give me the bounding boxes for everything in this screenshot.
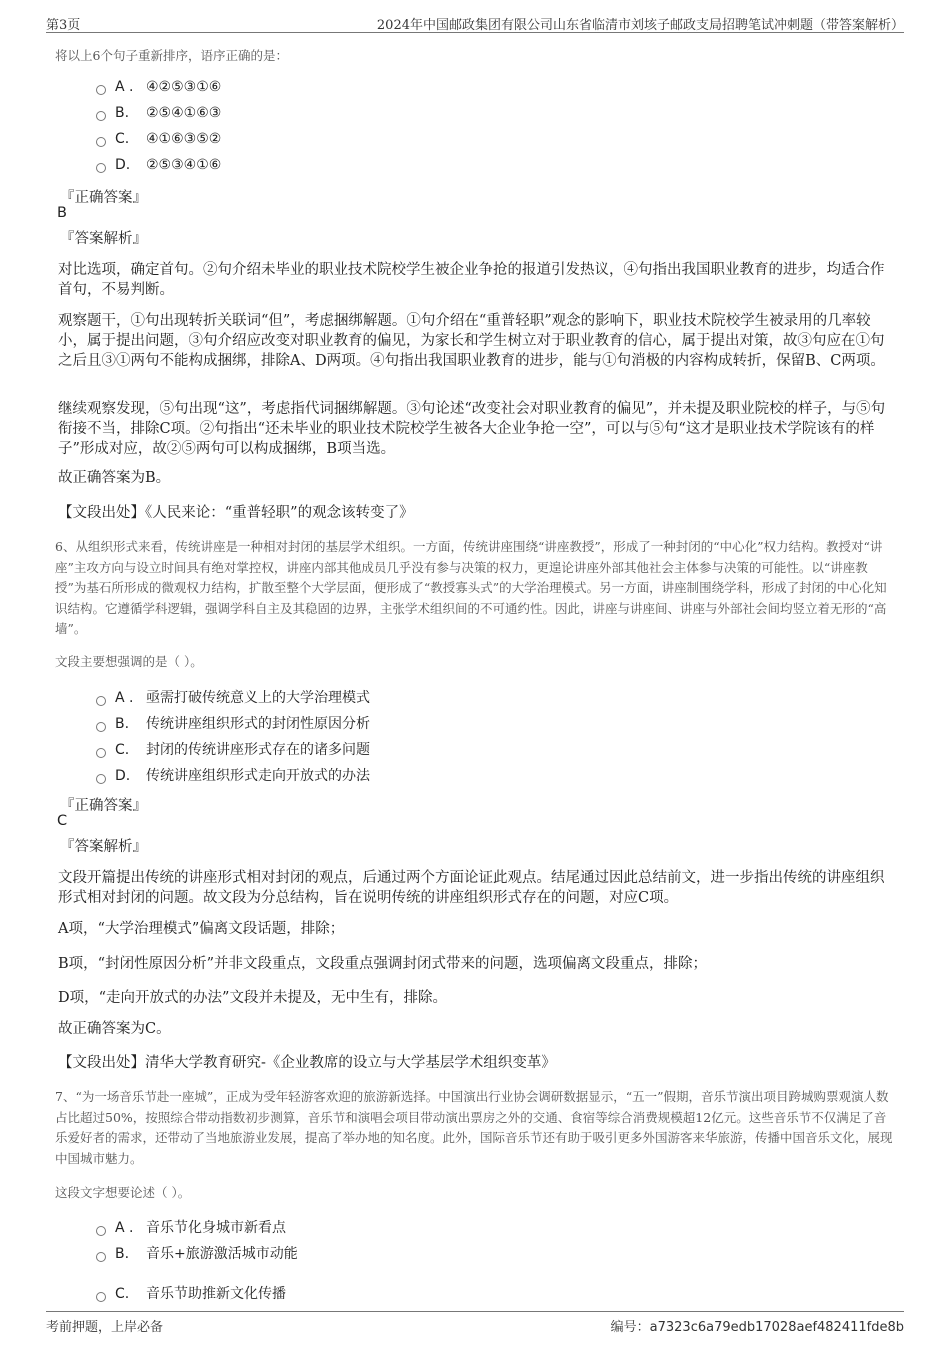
document-title: 2024年中国邮政集团有限公司山东省临清市刘垓子邮政支局招聘笔试冲刺题（带答案解析） xyxy=(376,18,904,33)
q5-analysis-p3: 继续观察发现，⑤句出现“这”，考虑指代词捆绑解题。③句论述“改变社会对职业教育的偏见”，并未提及职业院校的样子，与⑤句衔接不当，排除C项。②句指出“还未毕业的职业技术院校学生被各大企业争抢一空”，可以与⑤句“这才是职业技术学院该有的样子”形成对应，故②⑤两句可以构成捆绑，B项当选。 xyxy=(58,401,886,457)
radio-button-icon[interactable] xyxy=(96,1292,106,1302)
radio-button-icon[interactable] xyxy=(96,85,106,95)
q6-passage: 6、从组织形式来看，传统讲座是一种相对封闭的基层学术组织。一方面，传统讲座围绕“讲座教授”，形成了一种封闭的“中心化”权力结构。教授对“讲座”主攻方向与设立时间具有绝对掌控权，讲座内部其他成员几乎没有参与决策的权力，更遑论讲座外部其他社会主体参与决策的可能性。以“讲座教授”为基石所形成的微观权力结构，扩散至整个大学层面，便形成了“教授寡头式”的大学治理模式。另一方面，讲座制围绕学科，形成了封闭的中心化知识结构。它遵循学科逻辑，强调学科自主及其稳固的边界，主张学术组织间的不可通约性。因此，讲座与讲座间、讲座与外部社会间均竖立着无形的“高墙”。 xyxy=(55,539,887,636)
q6-source: 【文段出处】清华大学教育研究-《企业教席的设立与大学基层学术组织变革》 xyxy=(58,1055,556,1071)
q7-option-b[interactable]: B. 音乐+旅游激活城市动能 xyxy=(96,1243,298,1265)
q5-option-b[interactable]: B. ②⑤④①⑥③ xyxy=(96,105,221,127)
q7-passage: 7、“为一场音乐节赴一座城”，正成为受年轻游客欢迎的旅游新选择。中国演出行业协会调研数据显示，“五一”假期，音乐节演出项目跨城购票观演人数占比超过50%，按照综合带动指数初步测算，音乐节和演唱会项目带动演出票房之外的交通、食宿等综合消费规模超12亿元。这些音乐节不仅满足了音乐爱好者的需求，还带动了当地旅游业发展，提高了举办地的知名度。此外，国际音乐节还有助于吸引更多外国游客来华旅游，传播中国音乐文化，展现中国城市魅力。 xyxy=(55,1089,893,1166)
q5-analysis-p4: 故正确答案为B。 xyxy=(58,470,171,486)
q5-option-d[interactable]: D. ②⑤③④①⑥ xyxy=(96,157,221,179)
q6-question: 文段主要想强调的是（ ）。 xyxy=(55,654,203,669)
radio-button-icon[interactable] xyxy=(96,1252,106,1262)
radio-button-icon[interactable] xyxy=(96,163,106,173)
q5-source: 【文段出处】《人民来论：“重普轻职”的观念该转变了》 xyxy=(58,505,414,521)
q5-answer-label: 『正确答案』 xyxy=(60,190,147,206)
code-label: 编号： xyxy=(610,1320,650,1335)
q5-analysis-label: 『答案解析』 xyxy=(60,231,147,247)
footer-slogan: 考前押题，上岸必备 xyxy=(46,1320,164,1335)
q5-option-c[interactable]: C. ④①⑥③⑤② xyxy=(96,131,221,153)
q6-analysis-p3: B项，“封闭性原因分析”并非文段重点，文段重点强调封闭式带来的问题，选项偏离文段重点，排除； xyxy=(58,956,707,972)
page-number: 第3页 xyxy=(46,18,81,33)
q6-option-b[interactable]: B. 传统讲座组织形式的封闭性原因分析 xyxy=(96,713,370,735)
q6-analysis-label: 『答案解析』 xyxy=(60,839,147,855)
q5-analysis-p2: 观察题干，①句出现转折关联词“但”，考虑捆绑解题。①句介绍在“重普轻职”观念的影响下，职业技术院校学生被录用的几率较小，属于提出问题，③句介绍应改变对职业教育的偏见，为家长和学生树立对于职业教育的信心，属于提出对策，故③句应在①句之后且③①两句不能构成捆绑，排除A、D两项。④句指出我国职业教育的进步，能与①句消极的内容构成转折，保留B、C两项。 xyxy=(58,313,885,369)
document-code xyxy=(611,1316,904,1335)
page-footer xyxy=(46,1311,904,1334)
radio-button-icon[interactable] xyxy=(96,722,106,732)
radio-button-icon[interactable] xyxy=(96,696,106,706)
q6-option-d[interactable]: D. 传统讲座组织形式走向开放式的办法 xyxy=(96,765,370,787)
q7-option-c[interactable]: C. 音乐节助推新文化传播 xyxy=(96,1283,286,1305)
q5-prompt: 将以上6个句子重新排序，语序正确的是： xyxy=(55,48,288,63)
q6-analysis-p1: 文段开篇提出传统的讲座形式相对封闭的观点，后通过两个方面论证此观点。结尾通过因此总结前文，进一步指出传统的讲座组织形式相对封闭的问题。故文段为分总结构，旨在说明传统的讲座组织形式存在的问题，对应C项。 xyxy=(58,870,885,906)
radio-button-icon[interactable] xyxy=(96,1226,106,1236)
q5-analysis-p1: 对比选项，确定首句。②句介绍未毕业的职业技术院校学生被企业争抢的报道引发热议，④句指出我国职业教育的进步，均适合作首句，不易判断。 xyxy=(58,262,885,298)
radio-button-icon[interactable] xyxy=(96,748,106,758)
q6-answer-label: 『正确答案』 xyxy=(60,798,147,814)
page-header xyxy=(46,12,904,33)
q6-analysis-p4: D项，“走向开放式的办法”文段并未提及，无中生有，排除。 xyxy=(58,990,447,1006)
q6-option-c[interactable]: C. 封闭的传统讲座形式存在的诸多问题 xyxy=(96,739,370,761)
q7-question: 这段文字想要论述（ ）。 xyxy=(55,1185,191,1200)
q5-answer: B xyxy=(57,205,67,221)
q6-option-a[interactable]: A . 亟需打破传统意义上的大学治理模式 xyxy=(96,687,370,709)
q7-option-a[interactable]: A . 音乐节化身城市新看点 xyxy=(96,1217,286,1239)
q6-analysis-p2: A项，“大学治理模式”偏离文段话题，排除； xyxy=(58,921,345,937)
radio-button-icon[interactable] xyxy=(96,111,106,121)
code-value: a7323c6a79edb17028aef482411fde8b xyxy=(649,1320,904,1335)
q6-analysis-p5: 故正确答案为C。 xyxy=(58,1021,171,1037)
radio-button-icon[interactable] xyxy=(96,137,106,147)
radio-button-icon[interactable] xyxy=(96,774,106,784)
q6-answer: C xyxy=(57,813,68,829)
q5-option-a[interactable]: A . ④②⑤③①⑥ xyxy=(96,79,221,101)
